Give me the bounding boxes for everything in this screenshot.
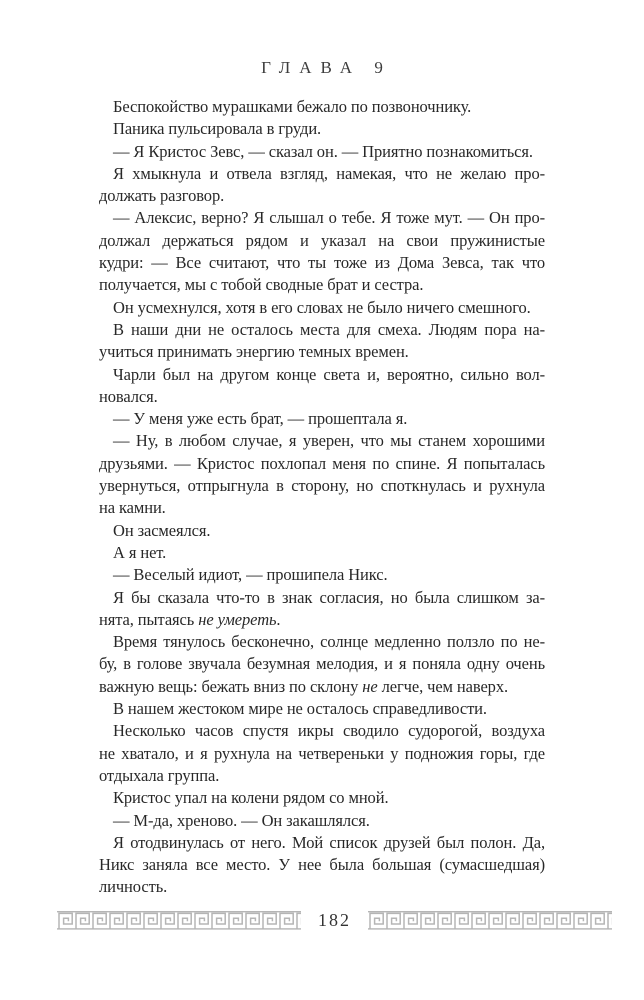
text-line [99, 141, 545, 163]
text-segment: Он засмеялся. [113, 520, 211, 540]
paragraph [99, 408, 545, 430]
text-segment: увернуться, отпрыгнула в сторону, но споткнулась и рухнула [99, 476, 545, 496]
text-segment: — Алексис, верно? Я слышал о тебе. Я тоже мут. — Он про- [113, 208, 545, 228]
paragraph [99, 587, 545, 632]
page-footer [57, 911, 612, 930]
text-segment: Я отодвинулась от него. Мой список друзей был полон. Да, [113, 832, 545, 852]
text-segment: Кристос упал на колени рядом со мной. [113, 788, 389, 808]
text-line [99, 720, 545, 742]
text-line [99, 653, 545, 675]
text-line [99, 854, 545, 876]
text-line [99, 787, 545, 809]
text-segment: новался. [99, 386, 158, 406]
text-line [99, 163, 545, 185]
text-line [99, 832, 545, 854]
paragraph [99, 163, 545, 208]
text-line [99, 118, 545, 140]
chapter-heading: ГЛАВА 9 [261, 58, 392, 77]
text-segment: должал держаться рядом и указал на свои пружинистые [99, 230, 545, 250]
greek-key-ornament-right-icon [368, 911, 612, 930]
text-line [99, 319, 545, 341]
text-line [99, 207, 545, 229]
paragraph [99, 297, 545, 319]
paragraph [99, 96, 545, 118]
text-line [99, 542, 545, 564]
text-line [99, 252, 545, 274]
text-line [99, 430, 545, 452]
text-segment: Несколько часов спустя икры сводило судорогой, воздуха [113, 721, 545, 741]
text-segment: — М-да, хреново. — Он закашлялся. [113, 810, 370, 830]
text-line [99, 609, 545, 631]
text-line [99, 810, 545, 832]
paragraph [99, 631, 545, 698]
paragraph [99, 118, 545, 140]
text-segment: Я бы сказала что-то в знак согласия, но была слишком за- [113, 587, 545, 607]
text-segment: бу, в голове звучала безумная мелодия, и я поняла одну очень [99, 654, 545, 674]
text-segment: — Я Кристос Зевс, — сказал он. — Приятно познакомиться. [113, 141, 533, 161]
body-text [99, 96, 545, 899]
text-line [99, 587, 545, 609]
text-segment: . [276, 609, 281, 629]
italic-text-segment: не умереть [198, 609, 277, 629]
text-line [99, 341, 545, 363]
paragraph [99, 207, 545, 296]
text-segment: В наши дни не осталось места для смеха. Людям пора на- [113, 319, 545, 339]
text-segment: друзьями. — Кристос похлопал меня по спине. Я попыталась [99, 453, 545, 473]
text-segment: В нашем жестоком мире не осталось справедливости. [113, 699, 487, 719]
text-line [99, 386, 545, 408]
text-line [99, 230, 545, 252]
text-segment: — У меня уже есть брат, — прошептала я. [113, 409, 408, 429]
text-segment: должать разговор. [99, 186, 225, 206]
text-line [99, 564, 545, 586]
paragraph [99, 810, 545, 832]
text-segment: А я нет. [113, 542, 167, 562]
paragraph [99, 141, 545, 163]
text-line [99, 408, 545, 430]
text-line [99, 297, 545, 319]
paragraph [99, 832, 545, 899]
text-segment: важную вещь: бежать вниз по склону [99, 676, 363, 696]
paragraph [99, 564, 545, 586]
text-line [99, 453, 545, 475]
paragraph [99, 787, 545, 809]
text-line [99, 520, 545, 542]
text-segment: Паника пульсировала в груди. [113, 119, 322, 139]
text-segment: легче, чем наверх. [377, 676, 509, 696]
text-line [99, 743, 545, 765]
text-line [99, 676, 545, 698]
text-line [99, 364, 545, 386]
text-line [99, 698, 545, 720]
text-segment: на камни. [99, 498, 166, 518]
text-segment: Никс заняла все место. У нее была большая (сумасшедшая) [99, 855, 545, 875]
text-line [99, 497, 545, 519]
text-segment: учиться принимать энергию темных времен. [99, 342, 409, 362]
text-segment: Он усмехнулся, хотя в его словах не было ничего смешного. [113, 297, 531, 317]
italic-text-segment: не [362, 676, 378, 696]
text-segment: кудри: — Все считают, что ты тоже из Дома Зевса, так что [99, 253, 545, 273]
text-segment: Чарли был на другом конце света и, вероятно, сильно вол- [113, 364, 545, 384]
text-line [99, 185, 545, 207]
text-line [99, 274, 545, 296]
paragraph [99, 520, 545, 542]
text-segment: — Веселый идиот, — прошипела Никс. [113, 565, 388, 585]
text-line [99, 96, 545, 118]
text-segment: нята, пытаясь [99, 609, 199, 629]
paragraph [99, 319, 545, 364]
text-segment: — Ну, в любом случае, я уверен, что мы станем хорошими [113, 431, 545, 451]
text-line [99, 475, 545, 497]
paragraph [99, 430, 545, 519]
text-line [99, 631, 545, 653]
paragraph [99, 364, 545, 409]
text-segment: не хватало, и я рухнула на четвереньки у подножия горы, где [99, 743, 545, 763]
text-line [99, 876, 545, 898]
text-segment: Время тянулось бесконечно, солнце медленно ползло по не- [113, 632, 545, 652]
text-segment: получается, мы с тобой сводные брат и сестра. [99, 275, 424, 295]
paragraph [99, 720, 545, 787]
paragraph [99, 698, 545, 720]
text-segment: личность. [99, 877, 168, 897]
text-segment: Беспокойство мурашками бежало по позвоночнику. [113, 97, 472, 116]
text-segment: отдыхала группа. [99, 765, 220, 785]
text-segment: Я хмыкнула и отвела взгляд, намекая, что не желаю про- [113, 163, 545, 183]
text-line [99, 765, 545, 787]
page-number: 182 [318, 910, 351, 930]
paragraph [99, 542, 545, 564]
greek-key-ornament-left-icon [57, 911, 301, 930]
